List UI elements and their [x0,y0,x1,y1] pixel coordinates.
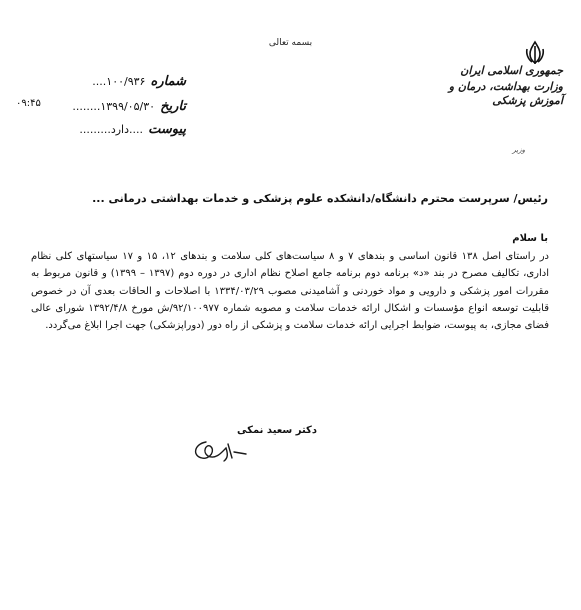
republic-title: جمهوری اسلامی ایران [460,64,563,77]
letterhead [433,64,563,108]
basmala-heading: بسمه تعالی [268,38,313,48]
number-label: شماره [150,74,186,89]
recipient-line: رئیس/ سرپرست محترم دانشگاه/دانشکده علوم پزشکی و خدمات بهداشتی درمانی ... [92,192,548,205]
attachment-row [66,118,186,137]
attachment-value: ....دارد......... [79,123,143,136]
number-row [66,70,186,89]
time-stamp: ۰۹:۴۵ [16,98,41,109]
date-row [66,95,186,114]
signer-name: دکتر سعید نمکی [237,425,317,436]
date-label: تاریخ [160,99,186,114]
emblem-icon [522,40,548,66]
number-value: ۱۰۰/۹۳۶.... [92,75,146,88]
greeting: با سلام [512,233,548,244]
letter-body: در راستای اصل ۱۳۸ قانون اساسی و بندهای ۷ و ۸ سیاست‌های کلی سلامت و بندهای ۱۲، ۱۵ و ۱۷ سیاستهای کلی نظام اداری، تکالیف مصرح در بند «د» برنامه دوم برنامه جامع اصلاح نظام اداری در دوره دوم (۱۳۹۷ – ۱۳۹۹) و قانون مربوط به مقررات امور پزشکی و دارویی و مواد خوردنی و آشامیدنی مصوب ۱۳۳۴/۰۳/۲۹ با اصلاحات و الحاقات بعدی آن در خصوص قابلیت توسعه انواع مؤسسات و اشکال ارائه خدمات سلامت و مصوبه شماره ۹۲/۱۰۰۹۷۷/ش مورخ ۱۳۹۲/۴/۸ شورای عالی فضای مجازی، به پیوست، ضوابط اجرایی ارائه خدمات سلامت و پزشکی از راه دور (دوراپزشکی) جهت اجرا ابلاغ می‌گردد. [31,251,550,332]
ministry-title: وزارت بهداشت، درمان و آموزش پزشکی [448,80,563,107]
date-value: ۱۳۹۹/۰۵/۳۰........ [72,100,156,113]
minister-title: وزیر [512,146,525,154]
signature-image [188,436,248,466]
attachment-label: پیوست [148,122,186,137]
